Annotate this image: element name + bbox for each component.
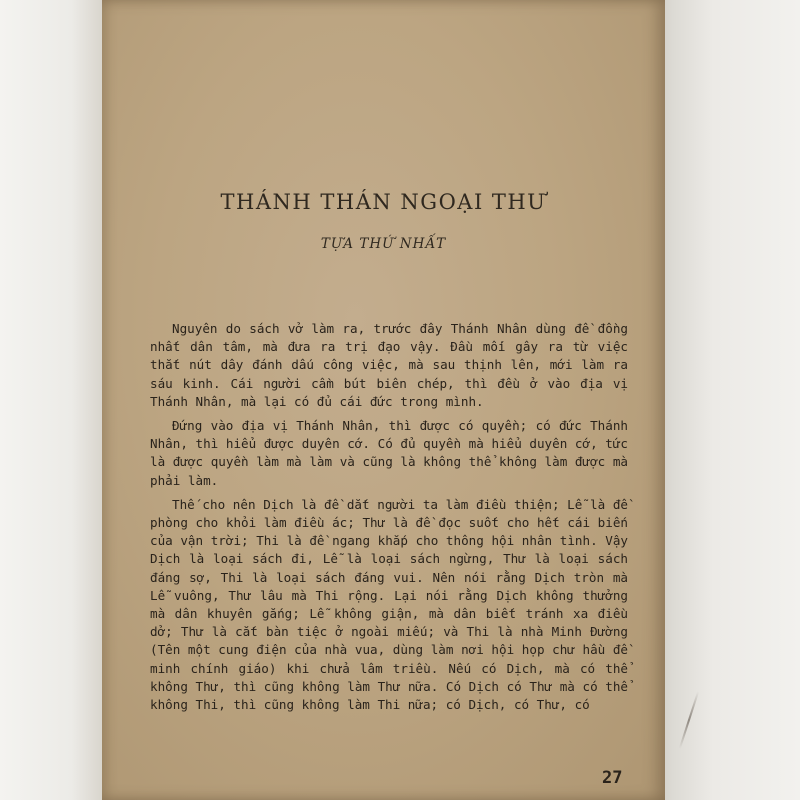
body-text — [150, 320, 628, 720]
paragraph-2: Đứng vào địa vị Thánh Nhân, thì được có quyền; có đức Thánh Nhân, thì hiểu được duyên cớ. Có đủ quyền mà hiểu duyên cớ, tức là được quyền làm mà làm và cũng là không thể không làm được mà phải làm. — [150, 418, 628, 488]
paragraph-3: Thế cho nên Dịch là đề dắt người ta làm điều thiện; Lễ là đề phòng cho khỏi làm điều ác; Thư là đề đọc suốt cho hết cái biến của vận trời; Thi là đề ngang khắp cho thông hội nhân tình. Vậy Dịch là loại sách đi, Lễ là loại sách ngừng, Thư là loại sách đáng sợ, Thi là loại sách đáng vui. Nên nói rằng Dịch tròn mà Lễ vuông, Thư lâu mà Thi rộng. Lại nói rằng Dịch không thưởng mà dân khuyên gắng; Lễ không giận, mà dân biết tránh xa điều dở; Thư là cắt bàn tiệc ở ngoài miếu; và Thi là nhà Minh Đường (Tên một cung điện của nhà vua, dùng làm nơi hội họp chư hầu đề minh chính giáo) khi chửa lâm triều. Nếu có Dịch, mà có thể không Thư, thì cũng không làm Thư nữa. Có Dịch có Thư mà có thể không Thi, thì cũng không làm Thi nữa; có Dịch, có Thư, có — [150, 496, 628, 713]
book-page — [102, 0, 665, 800]
page-title: THÁNH THÁN NGOẠI THƯ — [220, 190, 547, 214]
paragraph-1: Nguyên do sách vở làm ra, trước đây Thánh Nhân dùng đề đồng nhất dân tâm, mà đưa ra trị đạo vậy. Đầu mối gây ra từ việc thắt nút dây đánh dấu công việc, mà sau thịnh lên, mới làm ra sáu kinh. Cái người cầm bút biên chép, thì đều ở vào địa vị Thánh Nhân, mà lại có đủ cái đức trong mình. — [150, 321, 628, 409]
background-right — [655, 0, 800, 800]
background-left — [0, 0, 102, 800]
page-number: 27 — [602, 768, 623, 788]
section-subtitle: TỰA THỨ NHẤT — [320, 236, 447, 252]
